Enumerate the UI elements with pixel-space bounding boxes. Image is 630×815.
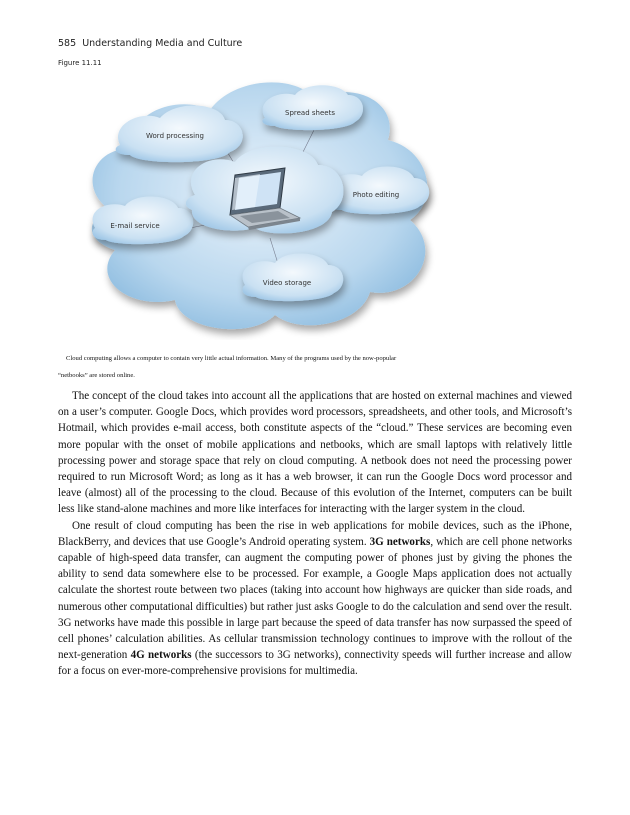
term-4g-networks: 4G networks — [130, 649, 192, 662]
paragraph-1: The concept of the cloud takes into account all the applications that are hosted on external machines and viewed on a user’s computer. Google Docs, which provides word processors, spreadsheets, and other tools, and Microsoft’s Hotmail, which provides e-mail access, both constitute aspects of the “cloud.” These services are becoming even more popular with the onset of mobile applications and netbooks, which are small laptops with relatively little processing power and storage space that rely on cloud computing. A netbook does not need the processing power required to run Microsoft Word; as long as it has a web browser, it can run the Google Docs word processor and leave (almost) all of the processing to the cloud. Because of this evolution of the Internet, computers can be built less like stand-alone machines and more like interfaces for interacting with the larger system in the cloud. — [58, 390, 572, 516]
body-text — [58, 388, 572, 680]
term-3g-networks: 3G networks — [369, 535, 431, 548]
node-photo-editing: Photo editing — [352, 191, 400, 199]
caption-line-2: “netbooks” are stored online. — [58, 372, 135, 379]
cloud-diagram — [70, 70, 450, 340]
paragraph-2-part-c: (the successors to 3G networks), connectivity speeds will further increase and allow for a focus on ever-more-comprehensive provisions for multimedia. — [58, 649, 573, 678]
paragraph-2-part-a: One result of cloud computing has been the rise in web applications for mobile devices, such as the iPhone, BlackBerry, and devices that use Google’s Android operating system. — [58, 519, 572, 548]
node-spread-sheets: Spread sheets — [285, 109, 335, 117]
figure-label: Figure 11.11 — [58, 59, 102, 67]
paragraph-2-part-b: , which are cell phone networks capable of high-speed data transfer, can augment the computing power of phones just by giving the phones the ability to send data somewhere else to be processed. For example, a Google Maps application does not actually calculate the shortest route between two places (taking into account how highways are quicker than side roads, and numerous other computational difficulties) but rather just asks Google to do the calculation and send over the result. 3G networks have made this possible in large part because the speed of data transfer has now surpassed the speed of cell phones’ calculation abilities. As cellular transmission technology continues to improve with the rollout of the next-generation — [58, 535, 573, 662]
paragraph-2 — [58, 518, 572, 680]
running-header — [58, 38, 242, 49]
figure-caption — [58, 350, 478, 384]
cloud-computing-figure — [70, 70, 450, 340]
node-word-processing: Word processing — [146, 132, 204, 140]
node-email-service: E-mail service — [110, 222, 160, 230]
book-title: Understanding Media and Culture — [82, 38, 243, 49]
node-video-storage: Video storage — [262, 279, 312, 287]
caption-line-1: Cloud computing allows a computer to contain very little actual information. Many of the programs used by the now-popular — [66, 355, 397, 362]
page-number: 585 — [58, 38, 77, 49]
